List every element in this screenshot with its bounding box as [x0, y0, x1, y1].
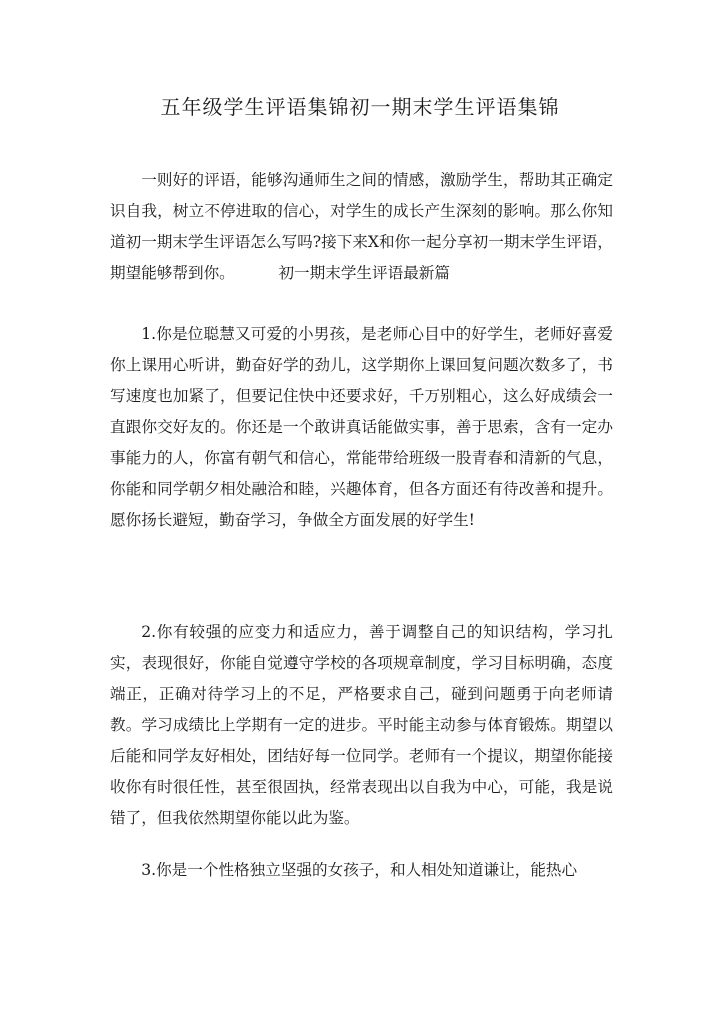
- section-heading: 初一期末学生评语最新篇: [278, 264, 450, 282]
- document-title: 五年级学生评语集锦初一期末学生评语集锦: [160, 95, 560, 119]
- item-3-block: [110, 855, 613, 886]
- intro-paragraph: [110, 165, 613, 289]
- item-1-block: [110, 319, 613, 536]
- item-paragraph-3: 3.你是一个性格独立坚强的女孩子，和人相处知道谦让，能热心: [141, 861, 578, 879]
- item-paragraph-2: 2.你有较强的应变力和适应力，善于调整自己的知识结构，学习扎实，表现很好，你能自觉遵守学校的各项规章制度，学习目标明确，态度端正，正确对待学习上的不足，严格要求自己，碰到问题勇于向老师请教。学习成绩比上学期有一定的进步。平时能主动参与体育锻炼。期望以后能和同学友好相处，团结好每一位同学。老师有一个提议，期望你能接收你有时很任性，甚至很固执，经常表现出以自我为中心，可能，我是说错了，但我依然期望你能以此为鉴。: [110, 623, 613, 827]
- intro-block: [110, 165, 613, 289]
- intro-text: 一则好的评语，能够沟通师生之间的情感，激励学生，帮助其正确定识自我，树立不停进取的信心，对学生的成长产生深刻的影响。那么你知道初一期末学生评语怎么写吗?接下来X和你一起分享初一期末学生评语，期望能够帮到你。: [110, 171, 613, 282]
- item-paragraph-1: 1.你是位聪慧又可爱的小男孩，是老师心目中的好学生，老师好喜爱你上课用心听讲，勤奋好学的劲儿，这学期你上课回复问题次数多了，书写速度也加紧了，但要记住快中还要求好，千万别粗心，这么好成绩会一直跟你交好友的。你还是一个敢讲真话能做实事，善于思索，含有一定办事能力的人，你富有朝气和信心，常能带给班级一股青春和清新的气息，你能和同学朝夕相处融洽和睦，兴趣体育，但各方面还有待改善和提升。愿你扬长避短，勤奋学习，争做全方面发展的好学生!: [110, 325, 613, 529]
- item-2-block: [110, 617, 613, 834]
